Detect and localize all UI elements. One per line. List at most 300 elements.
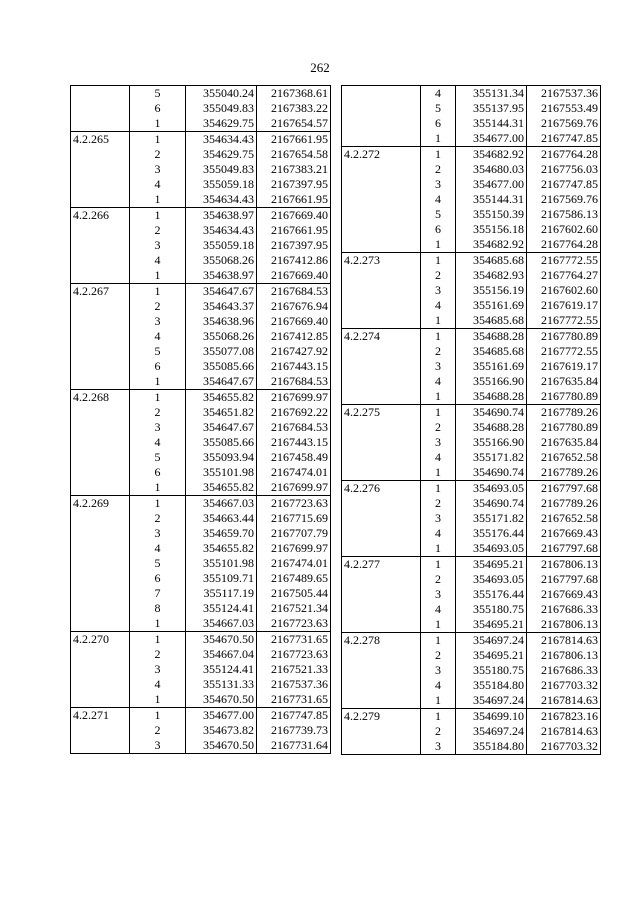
y-coordinate-cell: 2167764.27 xyxy=(527,268,601,283)
coordinates-table-left xyxy=(70,85,331,754)
x-coordinate-cell: 354634.43 xyxy=(186,192,257,208)
x-coordinate-cell: 354693.05 xyxy=(456,541,527,557)
table-row xyxy=(71,480,331,496)
parcel-id-cell: 4.2.276 xyxy=(342,481,421,497)
y-coordinate-cell: 2167747.85 xyxy=(527,131,601,147)
y-coordinate-cell: 2167814.63 xyxy=(527,693,601,709)
point-number-cell: 2 xyxy=(421,344,456,359)
y-coordinate-cell: 2167780.89 xyxy=(527,420,601,435)
parcel-id-cell xyxy=(71,647,130,662)
y-coordinate-cell: 2167669.43 xyxy=(527,526,601,541)
parcel-id-cell xyxy=(71,723,130,738)
x-coordinate-cell: 354655.82 xyxy=(186,390,257,406)
y-coordinate-cell: 2167537.36 xyxy=(257,677,331,692)
parcel-id-cell xyxy=(71,162,130,177)
parcel-id-cell xyxy=(71,738,130,754)
x-coordinate-cell: 354647.67 xyxy=(186,374,257,390)
y-coordinate-cell: 2167521.34 xyxy=(257,601,331,616)
point-number-cell: 3 xyxy=(130,238,186,253)
coordinates-table-right xyxy=(341,85,601,755)
x-coordinate-cell: 355059.18 xyxy=(186,238,257,253)
x-coordinate-cell: 355085.66 xyxy=(186,359,257,374)
y-coordinate-cell: 2167703.32 xyxy=(527,739,601,755)
y-coordinate-cell: 2167789.26 xyxy=(527,496,601,511)
x-coordinate-cell: 354682.93 xyxy=(456,268,527,283)
table-row xyxy=(71,314,331,329)
x-coordinate-cell: 354655.82 xyxy=(186,480,257,496)
x-coordinate-cell: 354667.04 xyxy=(186,647,257,662)
table-row xyxy=(342,450,601,465)
parcel-id-cell xyxy=(342,116,421,131)
x-coordinate-cell: 355171.82 xyxy=(456,450,527,465)
x-coordinate-cell: 354629.75 xyxy=(186,147,257,162)
point-number-cell: 3 xyxy=(421,283,456,298)
parcel-id-cell xyxy=(71,601,130,616)
table-row xyxy=(71,420,331,435)
point-number-cell: 1 xyxy=(421,253,456,269)
y-coordinate-cell: 2167806.13 xyxy=(527,617,601,633)
parcel-id-cell xyxy=(342,101,421,116)
x-coordinate-cell: 355176.44 xyxy=(456,526,527,541)
y-coordinate-cell: 2167521.33 xyxy=(257,662,331,677)
table-row xyxy=(71,511,331,526)
x-coordinate-cell: 355156.18 xyxy=(456,222,527,237)
table-row xyxy=(71,268,331,284)
x-coordinate-cell: 354695.21 xyxy=(456,557,527,573)
table-row xyxy=(342,678,601,693)
y-coordinate-cell: 2167652.58 xyxy=(527,511,601,526)
table-row xyxy=(71,374,331,390)
point-number-cell: 2 xyxy=(130,647,186,662)
x-coordinate-cell: 355166.90 xyxy=(456,435,527,450)
point-number-cell: 4 xyxy=(130,253,186,268)
x-coordinate-cell: 355059.18 xyxy=(186,177,257,192)
parcel-id-cell: 4.2.277 xyxy=(342,557,421,573)
point-number-cell: 6 xyxy=(130,571,186,586)
x-coordinate-cell: 354667.03 xyxy=(186,616,257,632)
table-row xyxy=(71,571,331,586)
x-coordinate-cell: 355176.44 xyxy=(456,587,527,602)
parcel-id-cell xyxy=(71,374,130,390)
x-coordinate-cell: 354670.50 xyxy=(186,632,257,648)
y-coordinate-cell: 2167780.89 xyxy=(527,389,601,405)
y-coordinate-cell: 2167699.97 xyxy=(257,480,331,496)
x-coordinate-cell: 354697.24 xyxy=(456,693,527,709)
parcel-id-cell xyxy=(71,541,130,556)
parcel-id-cell xyxy=(71,692,130,708)
parcel-id-cell xyxy=(342,450,421,465)
x-coordinate-cell: 355161.69 xyxy=(456,359,527,374)
y-coordinate-cell: 2167652.58 xyxy=(527,450,601,465)
table-row xyxy=(342,557,601,573)
x-coordinate-cell: 355131.34 xyxy=(456,86,527,102)
x-coordinate-cell: 355156.19 xyxy=(456,283,527,298)
parcel-id-cell xyxy=(71,86,130,102)
point-number-cell: 5 xyxy=(130,450,186,465)
parcel-id-cell xyxy=(71,101,130,116)
parcel-id-cell xyxy=(342,86,421,102)
parcel-id-cell xyxy=(342,389,421,405)
parcel-id-cell xyxy=(342,313,421,329)
point-number-cell: 4 xyxy=(130,329,186,344)
y-coordinate-cell: 2167661.95 xyxy=(257,223,331,238)
table-row xyxy=(342,298,601,313)
table-row xyxy=(71,284,331,300)
point-number-cell: 2 xyxy=(421,162,456,177)
y-coordinate-cell: 2167747.85 xyxy=(527,177,601,192)
table-row xyxy=(71,586,331,601)
y-coordinate-cell: 2167686.33 xyxy=(527,663,601,678)
point-number-cell: 3 xyxy=(421,177,456,192)
table-row xyxy=(342,511,601,526)
point-number-cell: 6 xyxy=(130,101,186,116)
table-row xyxy=(71,601,331,616)
point-number-cell: 2 xyxy=(130,223,186,238)
point-number-cell: 2 xyxy=(130,723,186,738)
x-coordinate-cell: 354670.50 xyxy=(186,692,257,708)
table-row xyxy=(71,526,331,541)
parcel-id-cell: 4.2.271 xyxy=(71,708,130,724)
table-row xyxy=(71,238,331,253)
x-coordinate-cell: 355150.39 xyxy=(456,207,527,222)
table-row xyxy=(342,496,601,511)
point-number-cell: 1 xyxy=(130,496,186,512)
x-coordinate-cell: 355101.98 xyxy=(186,465,257,480)
table-row xyxy=(71,496,331,512)
parcel-id-cell xyxy=(342,298,421,313)
table-row xyxy=(342,739,601,755)
table-row xyxy=(342,131,601,147)
y-coordinate-cell: 2167569.76 xyxy=(527,116,601,131)
parcel-id-cell xyxy=(71,329,130,344)
y-coordinate-cell: 2167756.03 xyxy=(527,162,601,177)
point-number-cell: 3 xyxy=(421,663,456,678)
point-number-cell: 4 xyxy=(421,526,456,541)
parcel-id-cell xyxy=(71,435,130,450)
x-coordinate-cell: 354677.00 xyxy=(186,708,257,724)
table-row xyxy=(342,481,601,497)
table-row xyxy=(71,692,331,708)
table-row xyxy=(342,283,601,298)
x-coordinate-cell: 354682.92 xyxy=(456,147,527,163)
y-coordinate-cell: 2167635.84 xyxy=(527,374,601,389)
table-row xyxy=(71,723,331,738)
table-row xyxy=(342,116,601,131)
table-row xyxy=(342,405,601,421)
x-coordinate-cell: 355171.82 xyxy=(456,511,527,526)
y-coordinate-cell: 2167654.57 xyxy=(257,116,331,132)
point-number-cell: 1 xyxy=(130,616,186,632)
y-coordinate-cell: 2167772.55 xyxy=(527,253,601,269)
point-number-cell: 3 xyxy=(130,738,186,754)
parcel-id-cell xyxy=(71,511,130,526)
y-coordinate-cell: 2167412.85 xyxy=(257,329,331,344)
y-coordinate-cell: 2167723.63 xyxy=(257,647,331,662)
point-number-cell: 1 xyxy=(130,268,186,284)
table-row xyxy=(71,390,331,406)
y-coordinate-cell: 2167537.36 xyxy=(527,86,601,102)
table-row xyxy=(342,572,601,587)
x-coordinate-cell: 355040.24 xyxy=(186,86,257,102)
parcel-id-cell: 4.2.272 xyxy=(342,147,421,163)
point-number-cell: 6 xyxy=(421,222,456,237)
y-coordinate-cell: 2167635.84 xyxy=(527,435,601,450)
point-number-cell: 3 xyxy=(421,435,456,450)
x-coordinate-cell: 354693.05 xyxy=(456,572,527,587)
point-number-cell: 3 xyxy=(421,359,456,374)
parcel-id-cell: 4.2.274 xyxy=(342,329,421,345)
table-row xyxy=(342,526,601,541)
y-coordinate-cell: 2167586.13 xyxy=(527,207,601,222)
x-coordinate-cell: 354638.97 xyxy=(186,208,257,224)
y-coordinate-cell: 2167474.01 xyxy=(257,465,331,480)
y-coordinate-cell: 2167684.53 xyxy=(257,420,331,435)
parcel-id-cell: 4.2.273 xyxy=(342,253,421,269)
y-coordinate-cell: 2167764.28 xyxy=(527,147,601,163)
table-row xyxy=(71,556,331,571)
table-row xyxy=(342,313,601,329)
table-row xyxy=(342,435,601,450)
x-coordinate-cell: 355124.41 xyxy=(186,662,257,677)
x-coordinate-cell: 355180.75 xyxy=(456,663,527,678)
x-coordinate-cell: 354685.68 xyxy=(456,313,527,329)
y-coordinate-cell: 2167797.68 xyxy=(527,541,601,557)
y-coordinate-cell: 2167684.53 xyxy=(257,284,331,300)
y-coordinate-cell: 2167489.65 xyxy=(257,571,331,586)
parcel-id-cell xyxy=(71,480,130,496)
x-coordinate-cell: 354695.21 xyxy=(456,648,527,663)
parcel-id-cell: 4.2.265 xyxy=(71,132,130,148)
table-row xyxy=(71,208,331,224)
y-coordinate-cell: 2167619.17 xyxy=(527,359,601,374)
x-coordinate-cell: 355101.98 xyxy=(186,556,257,571)
parcel-id-cell xyxy=(342,541,421,557)
point-number-cell: 4 xyxy=(421,298,456,313)
parcel-id-cell xyxy=(342,420,421,435)
parcel-id-cell: 4.2.270 xyxy=(71,632,130,648)
y-coordinate-cell: 2167772.55 xyxy=(527,313,601,329)
point-number-cell: 1 xyxy=(421,237,456,253)
y-coordinate-cell: 2167661.95 xyxy=(257,192,331,208)
parcel-id-cell xyxy=(71,314,130,329)
point-number-cell: 5 xyxy=(130,86,186,102)
table-row xyxy=(342,222,601,237)
parcel-id-cell xyxy=(71,677,130,692)
parcel-id-cell xyxy=(342,465,421,481)
table-row xyxy=(342,268,601,283)
parcel-id-cell xyxy=(342,724,421,739)
point-number-cell: 8 xyxy=(130,601,186,616)
point-number-cell: 6 xyxy=(421,116,456,131)
point-number-cell: 3 xyxy=(130,526,186,541)
point-number-cell: 4 xyxy=(421,192,456,207)
table-row xyxy=(71,738,331,754)
table-row xyxy=(342,420,601,435)
parcel-id-cell xyxy=(71,116,130,132)
table-row xyxy=(71,708,331,724)
point-number-cell: 1 xyxy=(421,541,456,557)
point-number-cell: 3 xyxy=(421,511,456,526)
x-coordinate-cell: 355166.90 xyxy=(456,374,527,389)
point-number-cell: 3 xyxy=(421,739,456,755)
x-coordinate-cell: 354677.00 xyxy=(456,177,527,192)
parcel-id-cell: 4.2.279 xyxy=(342,709,421,725)
point-number-cell: 2 xyxy=(421,420,456,435)
y-coordinate-cell: 2167723.63 xyxy=(257,496,331,512)
point-number-cell: 4 xyxy=(130,177,186,192)
table-row xyxy=(71,465,331,480)
parcel-id-cell xyxy=(71,405,130,420)
parcel-id-cell xyxy=(342,693,421,709)
table-row xyxy=(342,587,601,602)
point-number-cell: 4 xyxy=(421,450,456,465)
x-coordinate-cell: 354682.92 xyxy=(456,237,527,253)
table-row xyxy=(342,192,601,207)
x-coordinate-cell: 354673.82 xyxy=(186,723,257,738)
y-coordinate-cell: 2167797.68 xyxy=(527,481,601,497)
table-row xyxy=(71,450,331,465)
point-number-cell: 1 xyxy=(421,147,456,163)
y-coordinate-cell: 2167699.97 xyxy=(257,541,331,556)
point-number-cell: 1 xyxy=(130,480,186,496)
x-coordinate-cell: 354659.70 xyxy=(186,526,257,541)
x-coordinate-cell: 354634.43 xyxy=(186,132,257,148)
point-number-cell: 2 xyxy=(421,496,456,511)
parcel-id-cell xyxy=(342,177,421,192)
y-coordinate-cell: 2167789.26 xyxy=(527,405,601,421)
y-coordinate-cell: 2167789.26 xyxy=(527,465,601,481)
x-coordinate-cell: 354643.37 xyxy=(186,299,257,314)
parcel-id-cell xyxy=(71,299,130,314)
parcel-id-cell xyxy=(71,616,130,632)
point-number-cell: 2 xyxy=(130,511,186,526)
y-coordinate-cell: 2167823.16 xyxy=(527,709,601,725)
point-number-cell: 6 xyxy=(130,359,186,374)
parcel-id-cell xyxy=(71,450,130,465)
point-number-cell: 3 xyxy=(130,662,186,677)
parcel-id-cell xyxy=(71,662,130,677)
parcel-id-cell xyxy=(342,268,421,283)
x-coordinate-cell: 355131.33 xyxy=(186,677,257,692)
point-number-cell: 4 xyxy=(421,86,456,102)
x-coordinate-cell: 354638.97 xyxy=(186,268,257,284)
parcel-id-cell: 4.2.269 xyxy=(71,496,130,512)
point-number-cell: 1 xyxy=(421,617,456,633)
y-coordinate-cell: 2167739.73 xyxy=(257,723,331,738)
y-coordinate-cell: 2167699.97 xyxy=(257,390,331,406)
x-coordinate-cell: 354688.28 xyxy=(456,329,527,345)
y-coordinate-cell: 2167772.55 xyxy=(527,344,601,359)
x-coordinate-cell: 354699.10 xyxy=(456,709,527,725)
y-coordinate-cell: 2167569.76 xyxy=(527,192,601,207)
point-number-cell: 4 xyxy=(421,374,456,389)
parcel-id-cell xyxy=(71,571,130,586)
point-number-cell: 2 xyxy=(421,724,456,739)
table-row xyxy=(342,207,601,222)
parcel-id-cell xyxy=(71,177,130,192)
x-coordinate-cell: 354688.28 xyxy=(456,389,527,405)
y-coordinate-cell: 2167797.68 xyxy=(527,572,601,587)
y-coordinate-cell: 2167707.79 xyxy=(257,526,331,541)
point-number-cell: 3 xyxy=(130,420,186,435)
point-number-cell: 1 xyxy=(130,132,186,148)
parcel-id-cell xyxy=(342,663,421,678)
x-coordinate-cell: 355144.31 xyxy=(456,116,527,131)
x-coordinate-cell: 354693.05 xyxy=(456,481,527,497)
parcel-id-cell xyxy=(342,572,421,587)
point-number-cell: 1 xyxy=(130,632,186,648)
parcel-id-cell xyxy=(71,147,130,162)
table-row xyxy=(71,253,331,268)
y-coordinate-cell: 2167686.33 xyxy=(527,602,601,617)
x-coordinate-cell: 355117.19 xyxy=(186,586,257,601)
y-coordinate-cell: 2167602.60 xyxy=(527,283,601,298)
x-coordinate-cell: 354647.67 xyxy=(186,420,257,435)
y-coordinate-cell: 2167703.32 xyxy=(527,678,601,693)
y-coordinate-cell: 2167814.63 xyxy=(527,724,601,739)
parcel-id-cell xyxy=(71,223,130,238)
table-row xyxy=(71,177,331,192)
table-row xyxy=(342,344,601,359)
parcel-id-cell xyxy=(342,435,421,450)
y-coordinate-cell: 2167692.22 xyxy=(257,405,331,420)
x-coordinate-cell: 354634.43 xyxy=(186,223,257,238)
point-number-cell: 2 xyxy=(130,299,186,314)
point-number-cell: 1 xyxy=(130,390,186,406)
point-number-cell: 4 xyxy=(130,435,186,450)
table-row xyxy=(342,663,601,678)
x-coordinate-cell: 354685.68 xyxy=(456,344,527,359)
parcel-id-cell xyxy=(71,465,130,480)
point-number-cell: 2 xyxy=(421,572,456,587)
x-coordinate-cell: 355184.80 xyxy=(456,739,527,755)
table-row xyxy=(342,237,601,253)
table-row xyxy=(342,101,601,116)
table-row xyxy=(71,299,331,314)
table-row xyxy=(71,132,331,148)
point-number-cell: 5 xyxy=(421,207,456,222)
y-coordinate-cell: 2167397.95 xyxy=(257,177,331,192)
table-row xyxy=(71,86,331,102)
x-coordinate-cell: 354638.96 xyxy=(186,314,257,329)
point-number-cell: 3 xyxy=(421,587,456,602)
point-number-cell: 5 xyxy=(130,344,186,359)
parcel-id-cell xyxy=(342,192,421,207)
parcel-id-cell xyxy=(71,268,130,284)
x-coordinate-cell: 355068.26 xyxy=(186,253,257,268)
x-coordinate-cell: 355144.31 xyxy=(456,192,527,207)
point-number-cell: 1 xyxy=(421,465,456,481)
x-coordinate-cell: 354690.74 xyxy=(456,405,527,421)
point-number-cell: 2 xyxy=(130,405,186,420)
x-coordinate-cell: 354688.28 xyxy=(456,420,527,435)
table-row xyxy=(342,253,601,269)
parcel-id-cell xyxy=(342,359,421,374)
table-row xyxy=(342,633,601,649)
table-row xyxy=(71,435,331,450)
y-coordinate-cell: 2167814.63 xyxy=(527,633,601,649)
point-number-cell: 2 xyxy=(421,268,456,283)
parcel-id-cell xyxy=(342,496,421,511)
y-coordinate-cell: 2167602.60 xyxy=(527,222,601,237)
table-row xyxy=(71,359,331,374)
parcel-id-cell xyxy=(71,586,130,601)
table-row xyxy=(342,374,601,389)
parcel-id-cell xyxy=(71,556,130,571)
parcel-id-cell xyxy=(342,374,421,389)
point-number-cell: 5 xyxy=(130,556,186,571)
point-number-cell: 1 xyxy=(130,116,186,132)
